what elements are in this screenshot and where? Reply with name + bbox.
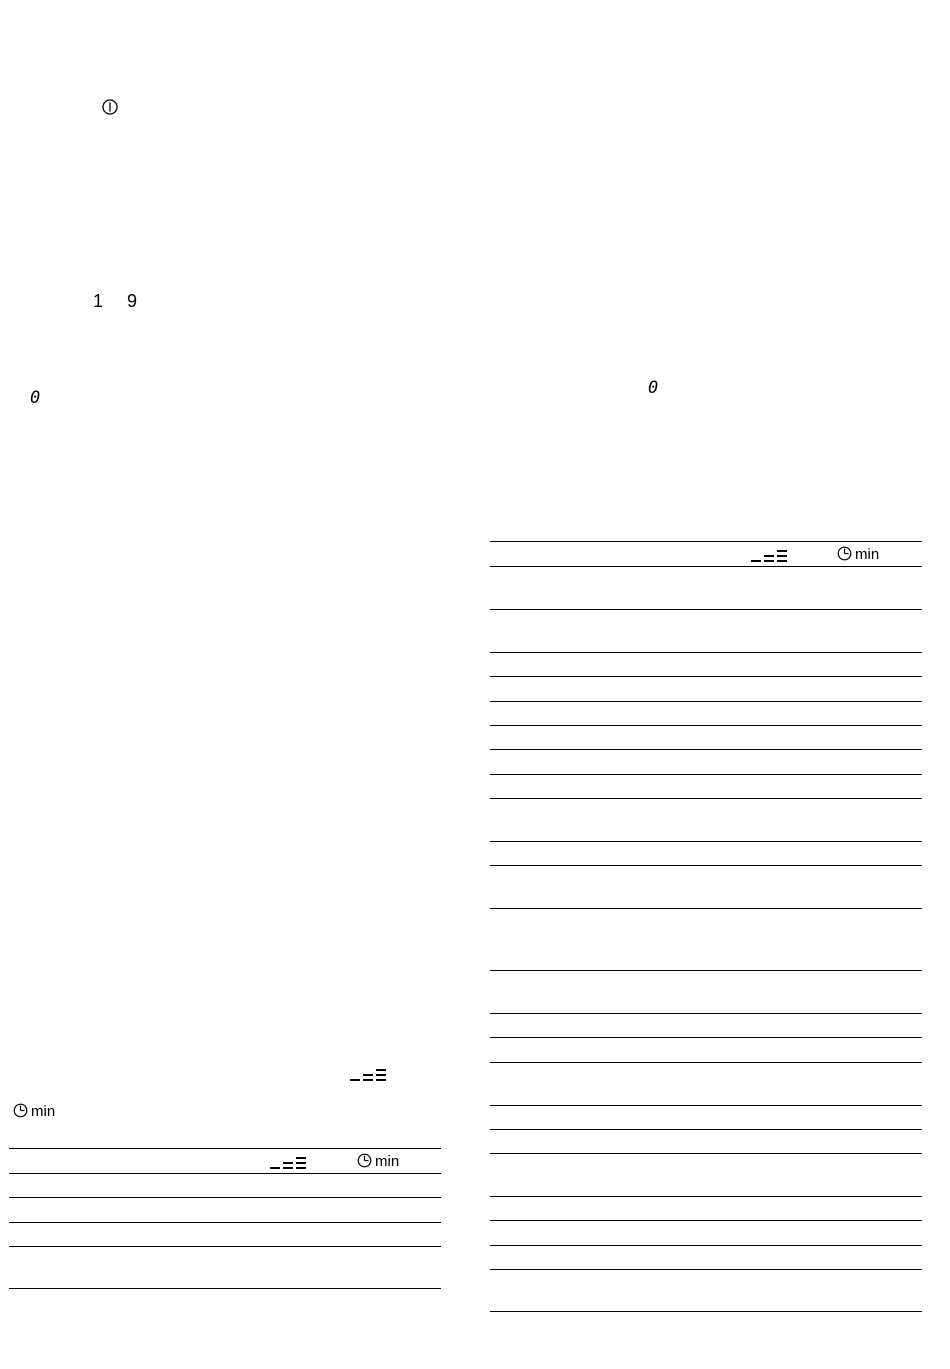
table-row [490, 1063, 922, 1105]
cooking-table-left [9, 1148, 441, 1289]
table-row [490, 909, 922, 970]
table-row [490, 1154, 922, 1196]
table-row [9, 1223, 441, 1247]
table-row [490, 866, 922, 908]
table-row [9, 1174, 441, 1198]
power-level-icon [270, 1155, 306, 1169]
display-zero-left: 0 [30, 388, 41, 408]
table-row [490, 799, 922, 841]
table-row [490, 567, 922, 609]
table-header-time-unit: min [375, 1153, 400, 1170]
table-row [490, 653, 922, 676]
level-range-to: 9 [127, 291, 138, 311]
clock-icon [837, 546, 852, 561]
table-row [490, 677, 922, 701]
power-icon [101, 98, 119, 116]
table-row [9, 1198, 441, 1222]
timer-legend [13, 1103, 55, 1120]
table-row [490, 750, 922, 774]
level-range-from: 1 [93, 291, 104, 311]
timer-legend-unit: min [31, 1103, 56, 1120]
cooking-table-right [490, 541, 922, 1312]
table-row [490, 610, 922, 652]
table-row [490, 1221, 922, 1245]
table-row [490, 1038, 922, 1062]
clock-icon [357, 1153, 372, 1168]
table-row [490, 971, 922, 1013]
table-header-time [837, 546, 879, 563]
table-row [490, 702, 922, 725]
table-row [490, 1270, 922, 1311]
table-header-time-unit: min [855, 546, 880, 563]
power-level-icon [751, 548, 787, 562]
table-row [490, 1246, 922, 1269]
table-row [9, 1247, 441, 1288]
table-row [490, 775, 922, 798]
table-row [490, 1130, 922, 1153]
display-zero-right: 0 [648, 378, 659, 398]
table-row [490, 726, 922, 749]
table-header-time [357, 1153, 399, 1170]
clock-icon [13, 1103, 28, 1118]
table-row [490, 1197, 922, 1220]
table-row [490, 842, 922, 865]
level-range [93, 292, 137, 310]
table-row [490, 1014, 922, 1037]
table-row [490, 1106, 922, 1129]
power-level-icon [350, 1067, 386, 1081]
